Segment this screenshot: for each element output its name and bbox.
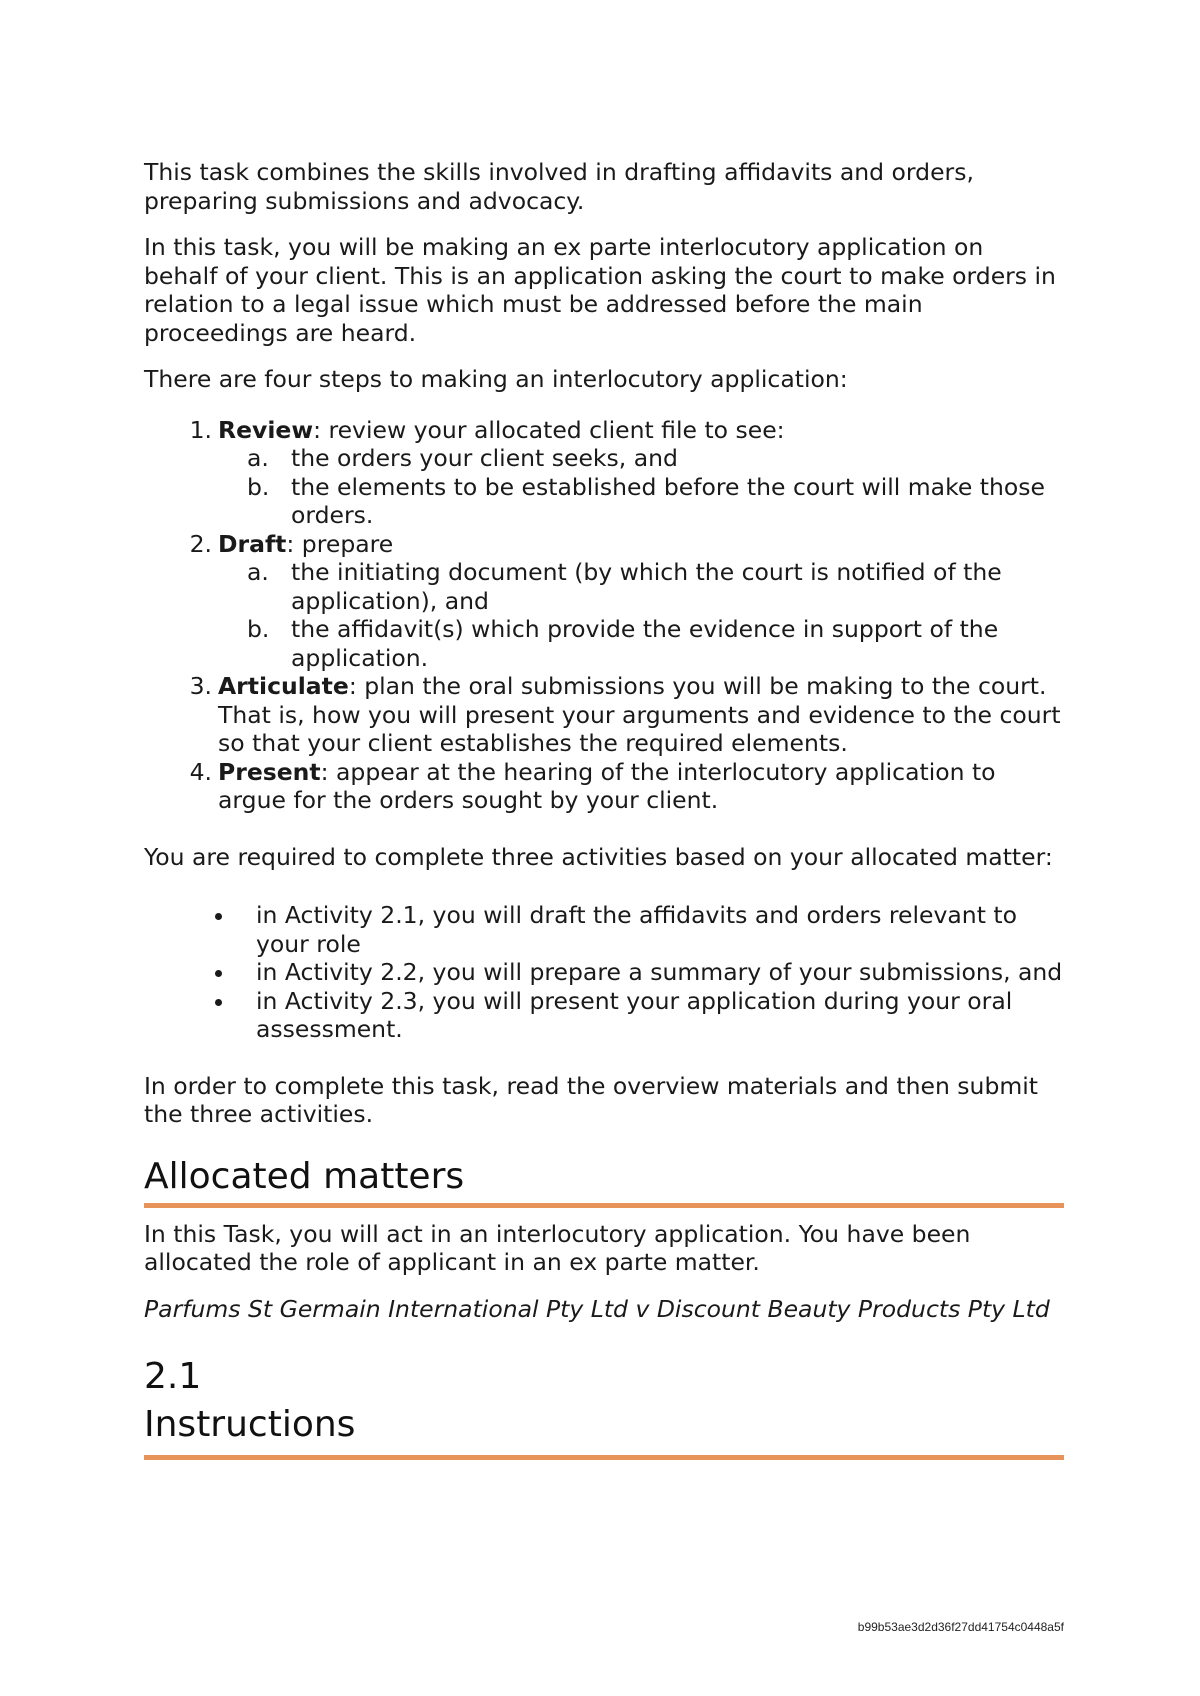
step-subitems	[218, 558, 1064, 672]
activity-item	[144, 987, 1064, 1044]
case-name: Parfums St Germain International Pty Ltd v Discount Beauty Products Pty Ltd	[144, 1294, 1050, 1323]
activity-text: in Activity 2.2, you will prepare a summary of your submissions, and	[256, 958, 1063, 986]
subitem-letter: b.	[247, 472, 270, 501]
step-number: 1.	[189, 415, 212, 444]
allocated-matters-heading: Allocated matters	[144, 1155, 1064, 1208]
subitem-text: the initiating document (by which the court is notified of the application), and	[291, 558, 1002, 615]
intro-paragraph-1: This task combines the skills involved in drafting affidavits and orders, preparing submissions and advocacy.	[144, 158, 974, 215]
step-articulate	[144, 672, 1064, 758]
allocated-paragraph: In this Task, you will act in an interlocutory application. You have been allocated the role of applicant in an ex parte matter.	[144, 1219, 971, 1276]
activities-list	[144, 901, 1064, 1044]
bullet-icon	[215, 999, 222, 1006]
section-heading	[144, 1353, 1064, 1460]
subitem	[218, 473, 1064, 530]
step-text: : review your allocated client file to see:	[313, 415, 785, 444]
step-term: Present	[218, 757, 321, 786]
step-text: : plan the oral submissions you will be making to the court. That is, how you will present your arguments and evidence to the court so that your client establishes the required elements.	[218, 672, 1061, 757]
step-text: : appear at the hearing of the interlocutory application to argue for the orders sought by your client.	[218, 757, 996, 814]
step-draft	[144, 530, 1064, 673]
steps-list	[144, 416, 1064, 815]
section-number: 2.1	[144, 1356, 202, 1397]
step-text: : prepare	[286, 529, 394, 558]
bullet-icon	[215, 970, 222, 977]
activities-intro: You are required to complete three activities based on your allocated matter:	[144, 842, 1053, 871]
step-term: Review	[218, 415, 314, 444]
step-term: Articulate	[218, 672, 349, 700]
subitem-text: the affidavit(s) which provide the evidence in support of the application.	[291, 615, 999, 672]
subitem	[218, 444, 1064, 473]
step-number: 2.	[189, 529, 212, 558]
subitem	[218, 558, 1064, 615]
section-title: Instructions	[144, 1404, 356, 1445]
step-number: 4.	[189, 757, 212, 786]
subitem-letter: a.	[247, 444, 269, 472]
step-term: Draft	[218, 529, 287, 558]
step-subitems	[218, 444, 1064, 530]
subitem-text: the elements to be established before the court will make those orders.	[291, 472, 1045, 529]
subitem	[218, 615, 1064, 672]
activity-item	[144, 958, 1064, 987]
document-page	[144, 158, 1064, 1460]
activity-text: in Activity 2.1, you will draft the affidavits and orders relevant to your role	[256, 901, 1017, 958]
subitem-letter: a.	[247, 558, 269, 586]
subitem-letter: b.	[247, 615, 270, 643]
subitem-text: the orders your client seeks, and	[291, 444, 678, 472]
activity-text: in Activity 2.3, you will present your application during your oral assessment.	[256, 986, 1013, 1043]
bullet-icon	[215, 913, 222, 920]
step-review	[144, 416, 1064, 530]
intro-paragraph-3: There are four steps to making an interlocutory application:	[144, 365, 848, 393]
step-present	[144, 758, 1064, 815]
document-id: b99b53ae3d2d36f27dd41754c0448a5f	[857, 1620, 1064, 1634]
step-number: 3.	[189, 672, 212, 700]
activity-item	[144, 901, 1064, 958]
intro-paragraph-2: In this task, you will be making an ex parte interlocutory application on behalf of your client. This is an application asking the court to make orders in relation to a legal issue which must be addressed before the main proceedings are heard.	[144, 233, 1056, 347]
closing-paragraph: In order to complete this task, read the overview materials and then submit the three activities.	[144, 1071, 1038, 1128]
